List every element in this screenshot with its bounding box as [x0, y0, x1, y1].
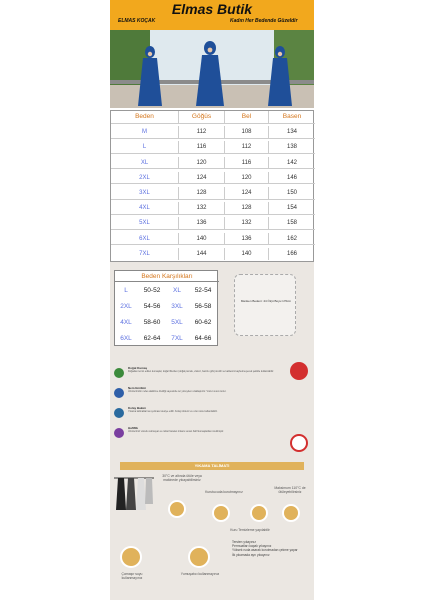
dry-clean-icon — [250, 504, 268, 522]
cell-range: 56-58 — [194, 303, 212, 310]
brand-owner: ELMAS KOÇAK — [118, 18, 156, 24]
cell-chest: 112 — [179, 126, 225, 139]
cell-waist: 108 — [225, 126, 269, 139]
feature-natural — [114, 366, 290, 382]
list-item: Tersten yıkayınız — [232, 540, 256, 544]
cell-hip: 166 — [286, 250, 297, 257]
table-row — [111, 187, 315, 200]
cell-size: M — [111, 126, 179, 139]
brand-header — [110, 0, 314, 30]
feature-title: Nem Emilimi — [128, 386, 147, 390]
cell-waist: 140 — [225, 248, 269, 261]
header-waist: Bel — [225, 111, 269, 124]
cell-range: 52-54 — [194, 287, 212, 294]
cell-chest: 144 — [179, 248, 225, 261]
hanging-clothes-icon — [112, 474, 156, 514]
cell-size: 2XL — [111, 172, 179, 185]
cell-size: 4XL — [120, 319, 132, 326]
cell-range: 64-66 — [194, 335, 212, 342]
size-table — [110, 110, 314, 262]
list-item: Yüksek ısıda asarak kurutmadan çekme yapar — [232, 548, 298, 553]
cell-range: 62-64 — [143, 335, 161, 342]
cell-waist: 128 — [225, 202, 269, 215]
cell-size: L — [111, 141, 179, 154]
cell-chest: 120 — [179, 157, 225, 170]
size-table-header — [111, 111, 315, 124]
cell-chest: 140 — [179, 233, 225, 246]
table-row — [115, 283, 219, 299]
leaf-icon — [114, 368, 124, 378]
size-correspondence-table — [114, 270, 218, 346]
dry-clean-label: Kuru Temizleme yapılabilir — [230, 528, 270, 532]
table-row — [115, 299, 219, 315]
cell-size: 5XL — [111, 217, 179, 230]
cell-hip: 146 — [286, 174, 297, 181]
table-row — [111, 233, 315, 246]
no-softener-icon — [188, 546, 210, 568]
feature-desc: Ürünlerimizin nefes alabilme özelliği sayesinde ter yüzeyden uzaklaştırılır. Vücut ısısını korur. — [128, 390, 227, 393]
correspondence-title: Beden Karşılıkları — [115, 271, 219, 282]
table-row — [115, 331, 219, 347]
header-chest: Göğüs — [179, 111, 225, 124]
cell-size: XL — [111, 157, 179, 170]
cell-waist: 116 — [225, 157, 269, 170]
droplet-icon — [114, 388, 124, 398]
cell-size: 4XL — [111, 202, 179, 215]
cell-hip: 150 — [286, 190, 297, 196]
feature-lightness — [114, 426, 290, 442]
care-label: Maksimum 110°C de ütüleyebilirsiniz — [274, 486, 306, 494]
cell-size: 6XL — [120, 335, 132, 342]
header-hip: Basen — [282, 113, 302, 120]
feature-title: Kolay Bakım — [128, 406, 147, 410]
table-row — [111, 217, 315, 230]
cell-hip: 162 — [286, 235, 297, 242]
cell-range: 58-60 — [143, 319, 161, 326]
cell-hip: 158 — [286, 220, 297, 227]
cell-hip: 134 — [286, 129, 297, 136]
cell-hip: 142 — [286, 159, 297, 166]
cell-size: 6XL — [111, 233, 179, 246]
cell-chest: 124 — [179, 172, 225, 185]
wash-temp-icon — [168, 500, 186, 518]
cell-chest: 132 — [179, 202, 225, 215]
feather-icon — [114, 428, 124, 438]
feature-title: Hafiflik — [128, 426, 139, 430]
cell-waist: 120 — [225, 172, 269, 185]
cell-chest: 116 — [179, 141, 225, 154]
cell-size: L — [124, 287, 128, 294]
header-size: Beden — [111, 111, 179, 124]
cell-size: 5XL — [171, 319, 183, 326]
quality-seal-icon — [290, 362, 308, 380]
care-label: Yumuşatıcı kullanmayınız — [180, 572, 220, 576]
list-item: Permuatları kapalı yıkayınız — [232, 544, 272, 549]
cell-waist: 132 — [225, 217, 269, 230]
feature-desc: Yıkama talimatlarına uyulması tavsiye edilir. Kolay ütülenir ve uzun süre kullanılabilir. — [128, 410, 218, 413]
table-row — [111, 202, 315, 215]
cell-range: 50-52 — [143, 287, 161, 294]
cell-size: 2XL — [120, 303, 132, 310]
model-measure-note: Manken Bedeni: 44 Ölçü Boyu:170cm — [240, 299, 292, 303]
table-row — [111, 248, 315, 261]
cell-waist: 124 — [225, 187, 269, 200]
iron-icon — [282, 504, 300, 522]
no-tumble-dry-icon — [212, 504, 230, 522]
cell-chest: 136 — [179, 217, 225, 230]
cell-waist: 112 — [225, 141, 269, 154]
cell-size: 3XL — [111, 187, 179, 200]
cell-size: 7XL — [171, 335, 183, 342]
feature-easy-care — [114, 406, 290, 422]
table-row — [111, 157, 315, 170]
cell-size: XL — [173, 287, 181, 294]
feature-title: Doğal Kumaş — [128, 366, 148, 370]
wash-title: YIKAMA TALİMATI — [194, 463, 230, 468]
brand-title: Elmas Butik — [171, 1, 253, 17]
brand-slogan: Kadın Her Bedende Güzeldir — [230, 18, 298, 24]
cell-hip: 154 — [286, 205, 297, 212]
table-row — [111, 172, 315, 185]
cell-range: 54-56 — [143, 303, 161, 310]
care-label: Çamaşır suyu kullanmayınız — [121, 572, 143, 580]
cell-size: 7XL — [111, 248, 179, 261]
feature-desc: Doğadan temin edilen kumaşlar, doğal liflerden (doğal pamuk, viskoz, bambu gibi) üretilir ve kalitesini kaybetmeyecek şekilde kullanılabilir. — [128, 370, 274, 373]
feature-moisture — [114, 386, 290, 402]
cell-hip: 138 — [286, 144, 297, 151]
wash-note: 30°C ve altında ütüle veya makinede yıkayabilirsiniz — [162, 474, 202, 482]
care-bullets — [232, 540, 308, 557]
cell-range: 60-62 — [194, 319, 212, 326]
table-row — [111, 126, 315, 139]
cell-chest: 128 — [179, 187, 225, 200]
cell-waist: 136 — [225, 233, 269, 246]
product-photo — [110, 30, 314, 108]
model-measure-box — [234, 274, 296, 336]
models-illustration — [110, 30, 314, 108]
table-row — [115, 315, 219, 331]
wash-banner — [120, 462, 304, 470]
cell-size: 3XL — [171, 303, 183, 310]
table-row — [111, 141, 315, 154]
feature-desc: Ürünlerimiz vücudu sıkmayan ve rahat hareket imkanı sunan hafif kumaşlardan üretilmiştir. — [128, 430, 224, 433]
shirt-icon — [114, 408, 124, 418]
care-label: Kurutucuda kurutmayınız — [205, 490, 243, 494]
list-item: İlk yıkamada ayrı yıkayınız — [232, 552, 270, 557]
turkey-flag-icon — [290, 434, 308, 452]
no-bleach-icon — [120, 546, 142, 568]
